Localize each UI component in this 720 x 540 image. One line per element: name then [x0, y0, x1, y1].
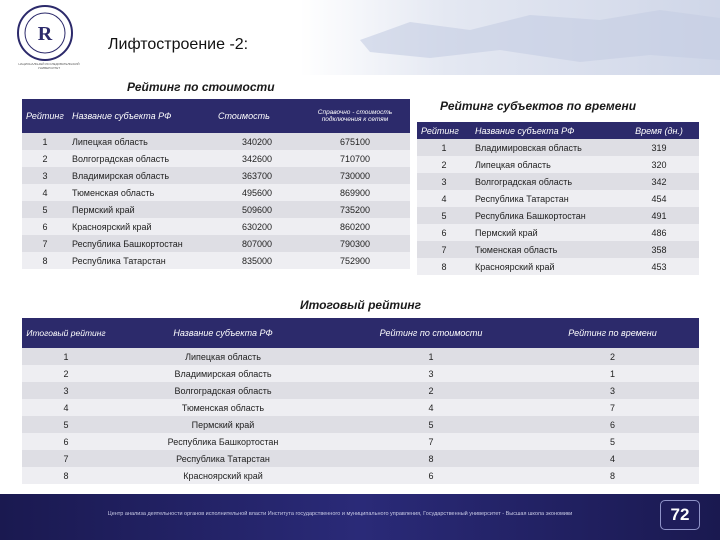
table-cell: 319 — [619, 139, 699, 156]
table-cell: 3 — [417, 173, 471, 190]
table-row — [22, 467, 699, 484]
table-cell: 752900 — [300, 252, 410, 269]
table-cell: Пермский край — [471, 224, 619, 241]
time-rating-table — [417, 122, 699, 275]
table-cell: 453 — [619, 258, 699, 275]
table-row — [417, 190, 699, 207]
table-row — [22, 167, 410, 184]
table-cell: 454 — [619, 190, 699, 207]
table-cell: 3 — [22, 167, 68, 184]
table-row — [417, 241, 699, 258]
column-header: Рейтинг — [417, 122, 471, 139]
table-row — [417, 258, 699, 275]
table-cell: 491 — [619, 207, 699, 224]
table-cell: 1 — [22, 133, 68, 150]
table-cell: Тюменская область — [110, 399, 336, 416]
table-cell: Владимирская область — [110, 365, 336, 382]
cost-rating-title: Рейтинг по стоимости — [127, 80, 275, 94]
final-rating-table — [22, 318, 699, 484]
table-cell: Республика Башкортостан — [68, 235, 214, 252]
table-cell: 835000 — [214, 252, 300, 269]
cost-rating-table — [22, 99, 410, 269]
column-header: Название субъекта РФ — [110, 318, 336, 348]
table-cell: 7 — [22, 450, 110, 467]
table-cell: Красноярский край — [68, 218, 214, 235]
table-row — [417, 173, 699, 190]
table-cell: 4 — [22, 184, 68, 201]
table-cell: Красноярский край — [110, 467, 336, 484]
table-row — [22, 252, 410, 269]
table-cell: 5 — [336, 416, 526, 433]
footer-bar — [0, 494, 720, 540]
table-cell: 5 — [22, 416, 110, 433]
table-cell: 807000 — [214, 235, 300, 252]
table-cell: Республика Башкортостан — [471, 207, 619, 224]
table-row — [417, 207, 699, 224]
table-cell: Волгоградская область — [471, 173, 619, 190]
table-cell: Республика Башкортостан — [110, 433, 336, 450]
table-row — [22, 365, 699, 382]
table-row — [22, 348, 699, 365]
table-cell: 6 — [22, 218, 68, 235]
table-cell: 8 — [417, 258, 471, 275]
table-cell: 509600 — [214, 201, 300, 218]
table-cell: 4 — [336, 399, 526, 416]
table-cell: 8 — [22, 252, 68, 269]
table-cell: 7 — [526, 399, 699, 416]
table-cell: 1 — [22, 348, 110, 365]
table-cell: 363700 — [214, 167, 300, 184]
table-cell: 869900 — [300, 184, 410, 201]
map-shape — [300, 0, 720, 75]
table-row — [22, 201, 410, 218]
column-header: Рейтинг по времени — [526, 318, 699, 348]
table-cell: Волгоградская область — [68, 150, 214, 167]
svg-text:R: R — [37, 23, 53, 45]
table-row — [22, 382, 699, 399]
table-cell: Владимировская область — [471, 139, 619, 156]
table-cell: 5 — [417, 207, 471, 224]
table-cell: 342600 — [214, 150, 300, 167]
table-cell: 3 — [526, 382, 699, 399]
table-cell: 5 — [22, 201, 68, 218]
table-cell: 6 — [22, 433, 110, 450]
table-cell: 320 — [619, 156, 699, 173]
table-cell: 3 — [22, 382, 110, 399]
table-cell: Волгоградская область — [110, 382, 336, 399]
table-cell: Тюменская область — [471, 241, 619, 258]
table-cell: 2 — [336, 382, 526, 399]
table-cell: 486 — [619, 224, 699, 241]
column-header: Название субъекта РФ — [68, 99, 214, 133]
table-cell: 8 — [336, 450, 526, 467]
table-cell: 358 — [619, 241, 699, 258]
table-cell: 4 — [22, 399, 110, 416]
table-cell: 2 — [22, 150, 68, 167]
table-cell: Республика Татарстан — [471, 190, 619, 207]
table-row — [22, 416, 699, 433]
table-cell: 1 — [336, 348, 526, 365]
table-cell: 6 — [526, 416, 699, 433]
footer-text: Центр анализа деятельности органов исполнительной власти Института государственного и муниципального управления, Государственный университет - Высшая школа экономики — [107, 511, 573, 517]
page-number: 72 — [660, 500, 700, 530]
table-cell: 8 — [526, 467, 699, 484]
table-cell: Липецкая область — [110, 348, 336, 365]
table-row — [22, 399, 699, 416]
table-row — [22, 433, 699, 450]
table-cell: 730000 — [300, 167, 410, 184]
column-header: Стоимость — [214, 99, 300, 133]
column-header: Справочно - стоимость подключения к сетям — [300, 99, 410, 133]
table-cell: 2 — [417, 156, 471, 173]
table-cell: 710700 — [300, 150, 410, 167]
table-row — [417, 139, 699, 156]
table-cell: Республика Татарстан — [68, 252, 214, 269]
column-header: Название субъекта РФ — [471, 122, 619, 139]
column-header: Рейтинг по стоимости — [336, 318, 526, 348]
table-cell: 7 — [22, 235, 68, 252]
table-cell: 790300 — [300, 235, 410, 252]
map-background — [300, 0, 720, 75]
table-cell: 342 — [619, 173, 699, 190]
table-cell: 2 — [22, 365, 110, 382]
table-cell: Липецкая область — [68, 133, 214, 150]
table-cell: 675100 — [300, 133, 410, 150]
table-cell: 340200 — [214, 133, 300, 150]
table-row — [22, 235, 410, 252]
table-cell: Тюменская область — [68, 184, 214, 201]
table-row — [22, 150, 410, 167]
table-row — [417, 156, 699, 173]
table-cell: 6 — [417, 224, 471, 241]
column-header: Рейтинг — [22, 99, 68, 133]
table-cell: 4 — [417, 190, 471, 207]
table-cell: 735200 — [300, 201, 410, 218]
table-cell: 8 — [22, 467, 110, 484]
table-cell: 630200 — [214, 218, 300, 235]
table-cell: Липецкая область — [471, 156, 619, 173]
table-cell: 1 — [526, 365, 699, 382]
table-cell: 4 — [526, 450, 699, 467]
time-rating-title: Рейтинг субъектов по времени — [440, 99, 637, 113]
table-cell: 1 — [417, 139, 471, 156]
table-cell: Пермский край — [110, 416, 336, 433]
column-header: Время (дн.) — [619, 122, 699, 139]
final-rating-title: Итоговый рейтинг — [300, 298, 422, 312]
table-cell: Красноярский край — [471, 258, 619, 275]
table-cell: Пермский край — [68, 201, 214, 218]
column-header: Итоговый рейтинг — [22, 318, 110, 348]
table-cell: 495600 — [214, 184, 300, 201]
logo-caption: НАЦИОНАЛЬНЫЙ ИССЛЕДОВАТЕЛЬСКИЙ УНИВЕРСИТЕТ — [18, 62, 80, 70]
table-row — [22, 184, 410, 201]
table-cell: 6 — [336, 467, 526, 484]
table-cell: 2 — [526, 348, 699, 365]
table-cell: 7 — [336, 433, 526, 450]
table-cell: 7 — [417, 241, 471, 258]
page-title: Лифтостроение -2: — [108, 36, 249, 53]
table-cell: 3 — [336, 365, 526, 382]
table-cell: 860200 — [300, 218, 410, 235]
university-logo — [16, 4, 74, 62]
table-row — [22, 218, 410, 235]
table-row — [22, 450, 699, 467]
table-cell: 5 — [526, 433, 699, 450]
table-row — [22, 133, 410, 150]
table-cell: Республика Татарстан — [110, 450, 336, 467]
table-row — [417, 224, 699, 241]
table-cell: Владимирская область — [68, 167, 214, 184]
